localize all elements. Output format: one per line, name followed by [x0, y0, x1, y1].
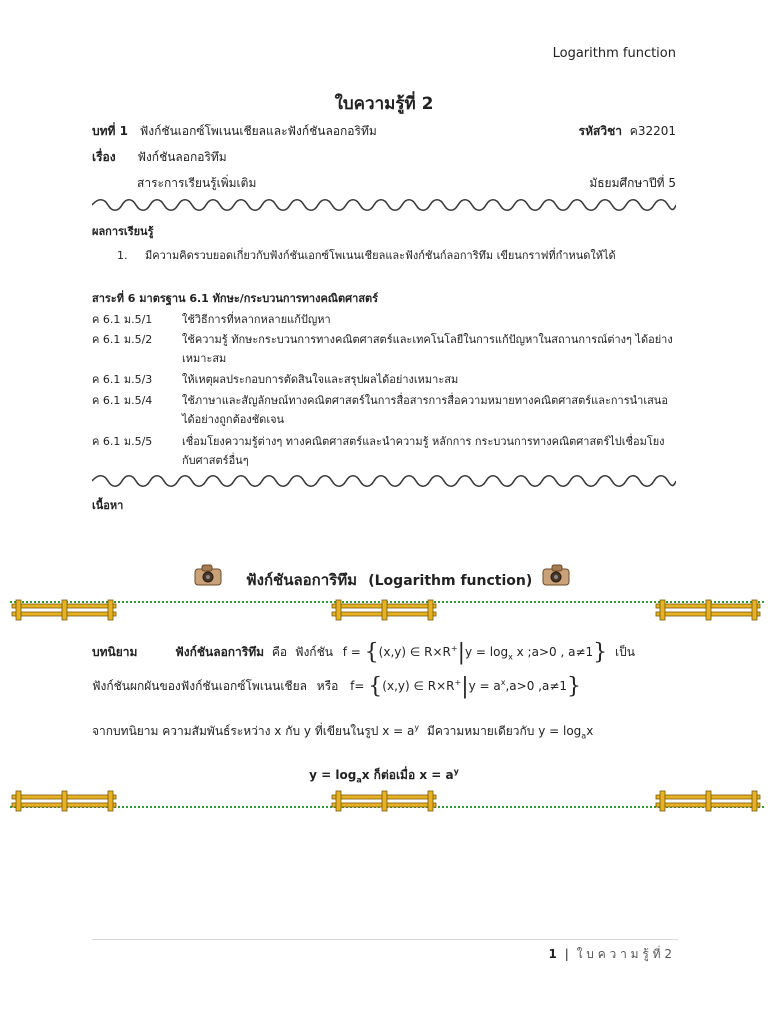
topic-line [92, 148, 227, 167]
section-title [246, 568, 532, 592]
outcomes-heading: ผลการเรียนรู้ [92, 225, 154, 238]
fence-divider [10, 787, 766, 813]
standard-code: ค 6.1 ม.5/5 [92, 435, 153, 448]
set-right-b: x ;a>0 , a≠1 [516, 645, 594, 659]
page-title: ใบความรู้ที่ 2 [334, 94, 434, 114]
outcome-text: มีความคิดรวบยอดเกี่ยวกับฟังก์ชันเอกซ์โพเนนเชียลและฟังก์ชันก์ลอการิทึม เขียนกราฟที่กำหนดให้ได้ [145, 249, 616, 262]
definition-term: ฟังก์ชันลอการิทึม [175, 645, 265, 659]
course-code-label: รหัสวิชา [578, 124, 622, 138]
grade-text: มัธยมศึกษาปีที่ 5 [589, 176, 676, 190]
section-title-en: (Logarithm function) [368, 573, 533, 589]
page-number: 1 [548, 947, 557, 961]
chapter-label: บทที่ 1 [92, 124, 128, 138]
relation-text-2: มีความหมายเดียวกับ y = log [426, 724, 582, 738]
topic-label: เรื่อง [92, 150, 116, 164]
superscript-x: x [500, 678, 506, 687]
fence-divider [10, 596, 766, 622]
definition-line [92, 640, 635, 665]
definition-is: คือ [271, 645, 288, 659]
or-text: หรือ [316, 679, 339, 693]
standard-text: ใช้ความรู้ ทักษะกระบวนการทางคณิตศาสตร์และเทคโนโลยีในการแก้ปัญหาในสถานการณ์ต่างๆ ได้อย่าง [182, 333, 673, 346]
definition-f-eq: f = [342, 645, 361, 659]
set-right-a: y = log [465, 645, 509, 659]
superscript-plus: + [450, 644, 458, 653]
footer-rule [92, 939, 678, 940]
standard-text: ใช้วิธีการที่หลากหลายแก้ปัญหา [182, 313, 331, 326]
topic-text: ฟังก์ชันลอกอริทึม [137, 150, 227, 164]
ornament-divider [92, 198, 676, 212]
standard-item [92, 330, 673, 348]
superscript-y: y [453, 767, 459, 776]
definition-line-2 [92, 674, 581, 699]
standard-heading: สาระที่ 6 มาตรฐาน 6.1 ทักษะ/กระบวนการทางคณิตศาสตร์ [92, 292, 379, 305]
camera-icon [193, 562, 223, 588]
relation-text: จากบทนิยาม ความสัมพันธ์ระหว่าง x กับ y ที่เขียนในรูป x = a [92, 724, 415, 738]
standard-item [92, 370, 458, 388]
brace-close: } [567, 674, 582, 699]
set-left: (x,y) ∈ R×R [378, 645, 451, 659]
key-statement [0, 766, 768, 785]
footer-label: ใ บ ค ว า ม รู้ ที่ 2 [576, 947, 672, 961]
section-title-thai: ฟังก์ชันลอการิทึม [246, 571, 357, 589]
standard-code: ค 6.1 ม.5/1 [92, 313, 153, 326]
running-title: Logarithm function [552, 46, 676, 61]
standard-item [92, 391, 668, 409]
key-a: y = log [309, 768, 357, 782]
footer [549, 945, 672, 964]
standard-text: เชื่อมโยงความรู้ต่างๆ ทางคณิตศาสตร์และนำความรู้ หลักการ กระบวนการทางคณิตศาสตร์ไปเชื่อมโยง [182, 435, 665, 448]
relation-tail: x [586, 724, 594, 738]
ornament-divider [92, 474, 676, 488]
chapter-line [92, 122, 377, 141]
brace-open: { [364, 640, 379, 665]
standard-code: ค 6.1 ม.5/2 [92, 333, 153, 346]
course-code [579, 122, 676, 141]
subscript-x: x [508, 652, 513, 662]
brace-close: } [593, 640, 608, 665]
chapter-text: ฟังก์ชันเอกซ์โพเนนเชียลและฟังก์ชันลอกอริทึม [139, 124, 377, 138]
outcome-number: 1. [117, 249, 128, 262]
outcome-item [117, 246, 616, 264]
course-code-value: ค32201 [629, 124, 676, 138]
definition-func: ฟังก์ชัน [294, 645, 333, 659]
definition-is-it: เป็น [614, 645, 635, 659]
set2-left: (x,y) ∈ R×R [382, 679, 455, 693]
superscript-plus: + [454, 678, 462, 687]
set-bar: | [457, 640, 465, 665]
set2-right-b: ,a>0 ,a≠1 [505, 679, 568, 693]
standard-code: ค 6.1 ม.5/4 [92, 394, 153, 407]
camera-icon [541, 562, 571, 588]
set-bar: | [461, 674, 469, 699]
standard-item [92, 432, 665, 450]
standard-item [92, 310, 331, 328]
key-b: x ก็ต่อเมื่อ x = a [361, 768, 454, 782]
standard-text-cont: เหมาะสม [182, 352, 227, 365]
standard-text-cont: กับศาสตร์อื่นๆ [182, 454, 249, 467]
footer-separator: | [564, 947, 569, 961]
brace-open: { [368, 674, 383, 699]
standard-text: ใช้ภาษาและสัญลักษณ์ทางคณิตศาสตร์ในการสื่อสารการสื่อความหมายทางคณิตศาสตร์และการนำเสนอ [182, 394, 668, 407]
content-label: เนื้อหา [92, 499, 124, 512]
subscript-a: a [581, 731, 587, 741]
definition-f-eq2: f= [350, 679, 365, 693]
set2-right-a: y = a [468, 679, 501, 693]
inverse-text: ฟังก์ชันผกผันของฟังก์ชันเอกซ์โพเนนเชียล [92, 679, 307, 693]
standard-text-cont: ได้อย่างถูกต้องชัดเจน [182, 413, 285, 426]
subscript-a: a [356, 775, 362, 785]
relation-line [92, 722, 593, 741]
standard-code: ค 6.1 ม.5/3 [92, 373, 153, 386]
superscript-y: y [414, 723, 420, 732]
standard-text: ให้เหตุผลประกอบการตัดสินใจและสรุปผลได้อย่างเหมาะสม [182, 373, 459, 386]
strand-text: สาระการเรียนรู้เพิ่มเติม [137, 176, 257, 190]
definition-label: บทนิยาม [92, 645, 138, 659]
